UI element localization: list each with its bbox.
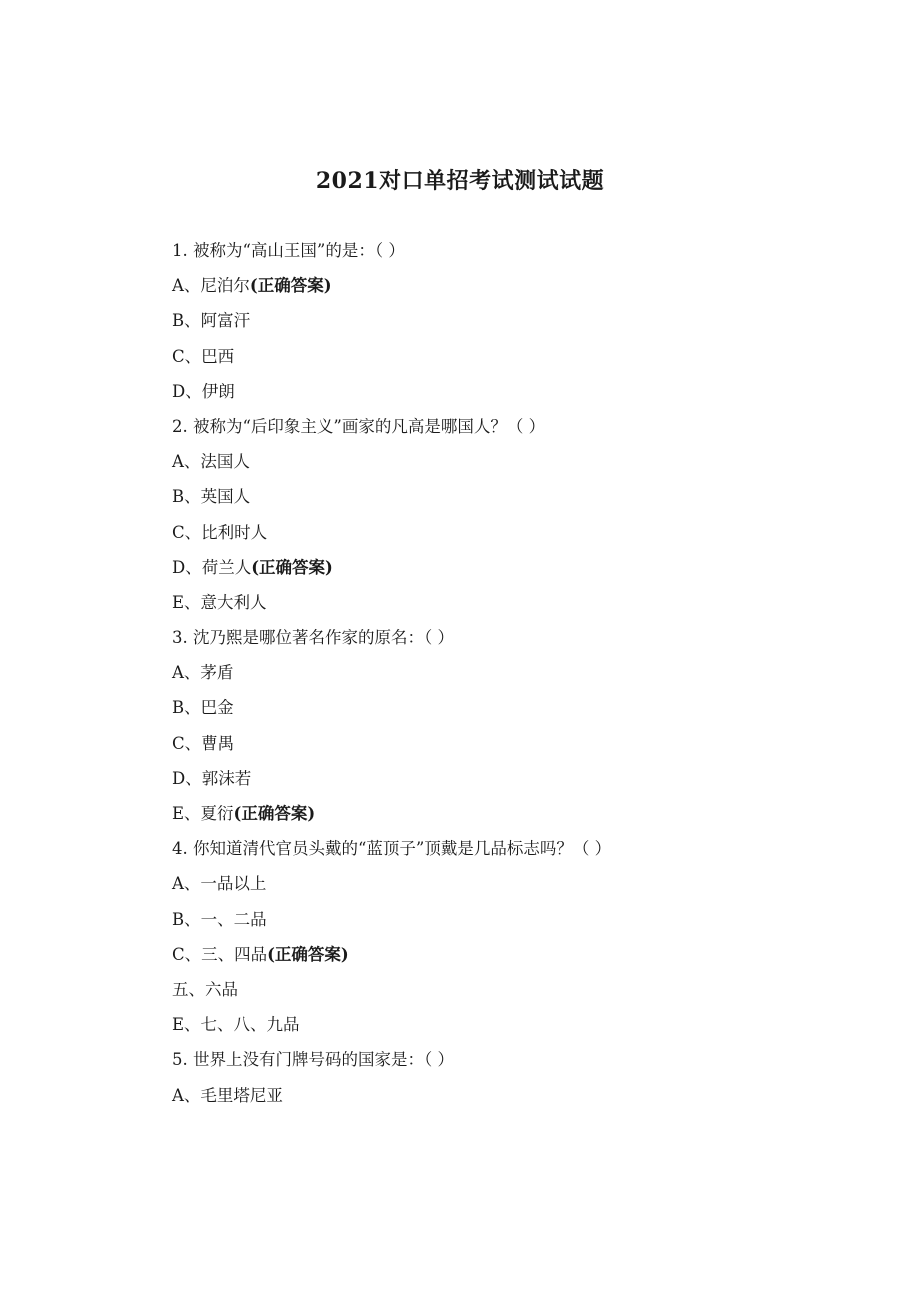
option-line [172, 764, 872, 799]
correct-answer-mark: (正确答案) [267, 944, 349, 964]
line-text: 2. 被称为“后印象主义”画家的凡高是哪国人？（ ） [172, 416, 546, 436]
line-text: A、尼泊尔 [172, 276, 250, 296]
option-line [172, 271, 872, 306]
line-text: 3. 沈乃熙是哪位著名作家的原名：（ ） [172, 628, 454, 648]
option-line [172, 1010, 872, 1045]
question-list [172, 236, 872, 1116]
correct-answer-mark: (正确答案) [233, 804, 316, 823]
line-text: 1. 被称为“高山王国”的是：（ ） [172, 241, 405, 260]
line-text: C、曹禺 [172, 733, 235, 753]
line-text: A、毛里塔尼亚 [172, 1085, 283, 1105]
document-title: 2021对口单招考试测试试题 [315, 168, 605, 194]
question-line [172, 236, 872, 271]
line-text: C、巴西 [172, 346, 235, 366]
line-text: E、夏衍 [172, 804, 234, 823]
correct-answer-mark: (正确答案) [249, 276, 332, 296]
line-text: D、伊朗 [172, 381, 235, 401]
line-text: A、茅盾 [172, 663, 234, 683]
option-line [172, 975, 872, 1010]
option-line [172, 518, 872, 553]
option-line [172, 869, 872, 904]
option-line [172, 729, 872, 764]
option-line [172, 588, 872, 623]
line-text: D、郭沫若 [172, 768, 252, 788]
option-line [172, 1081, 872, 1116]
line-text: D、荷兰人 [172, 557, 252, 577]
question-line [172, 623, 872, 658]
line-text: 五、六品 [172, 979, 238, 999]
line-text: A、一品以上 [172, 874, 267, 894]
option-line [172, 377, 872, 412]
option-line [172, 553, 872, 588]
line-text: B、一、二品 [172, 909, 267, 929]
line-text: A、法国人 [172, 452, 250, 472]
question-line [172, 412, 872, 447]
line-text: E、七、八、九品 [172, 1015, 300, 1035]
option-line [172, 940, 872, 975]
line-text: 4. 你知道清代官员头戴的“蓝顶子”顶戴是几品标志吗？（ ） [172, 839, 612, 859]
option-line [172, 447, 872, 482]
line-text: C、比利时人 [172, 522, 268, 542]
correct-answer-mark: (正确答案) [251, 557, 333, 577]
question-line [172, 1045, 872, 1080]
line-text: C、三、四品 [172, 944, 268, 964]
line-text: B、英国人 [172, 487, 251, 507]
line-text: 5. 世界上没有门牌号码的国家是：（ ） [172, 1050, 454, 1070]
option-line [172, 482, 872, 517]
option-line [172, 799, 872, 834]
line-text: B、巴金 [172, 698, 234, 718]
question-line [172, 834, 872, 869]
line-text: E、意大利人 [172, 592, 267, 612]
option-line [172, 658, 872, 693]
option-line [172, 905, 872, 940]
option-line [172, 342, 872, 377]
option-line [172, 306, 872, 341]
line-text: B、阿富汗 [172, 311, 251, 331]
option-line [172, 693, 872, 728]
